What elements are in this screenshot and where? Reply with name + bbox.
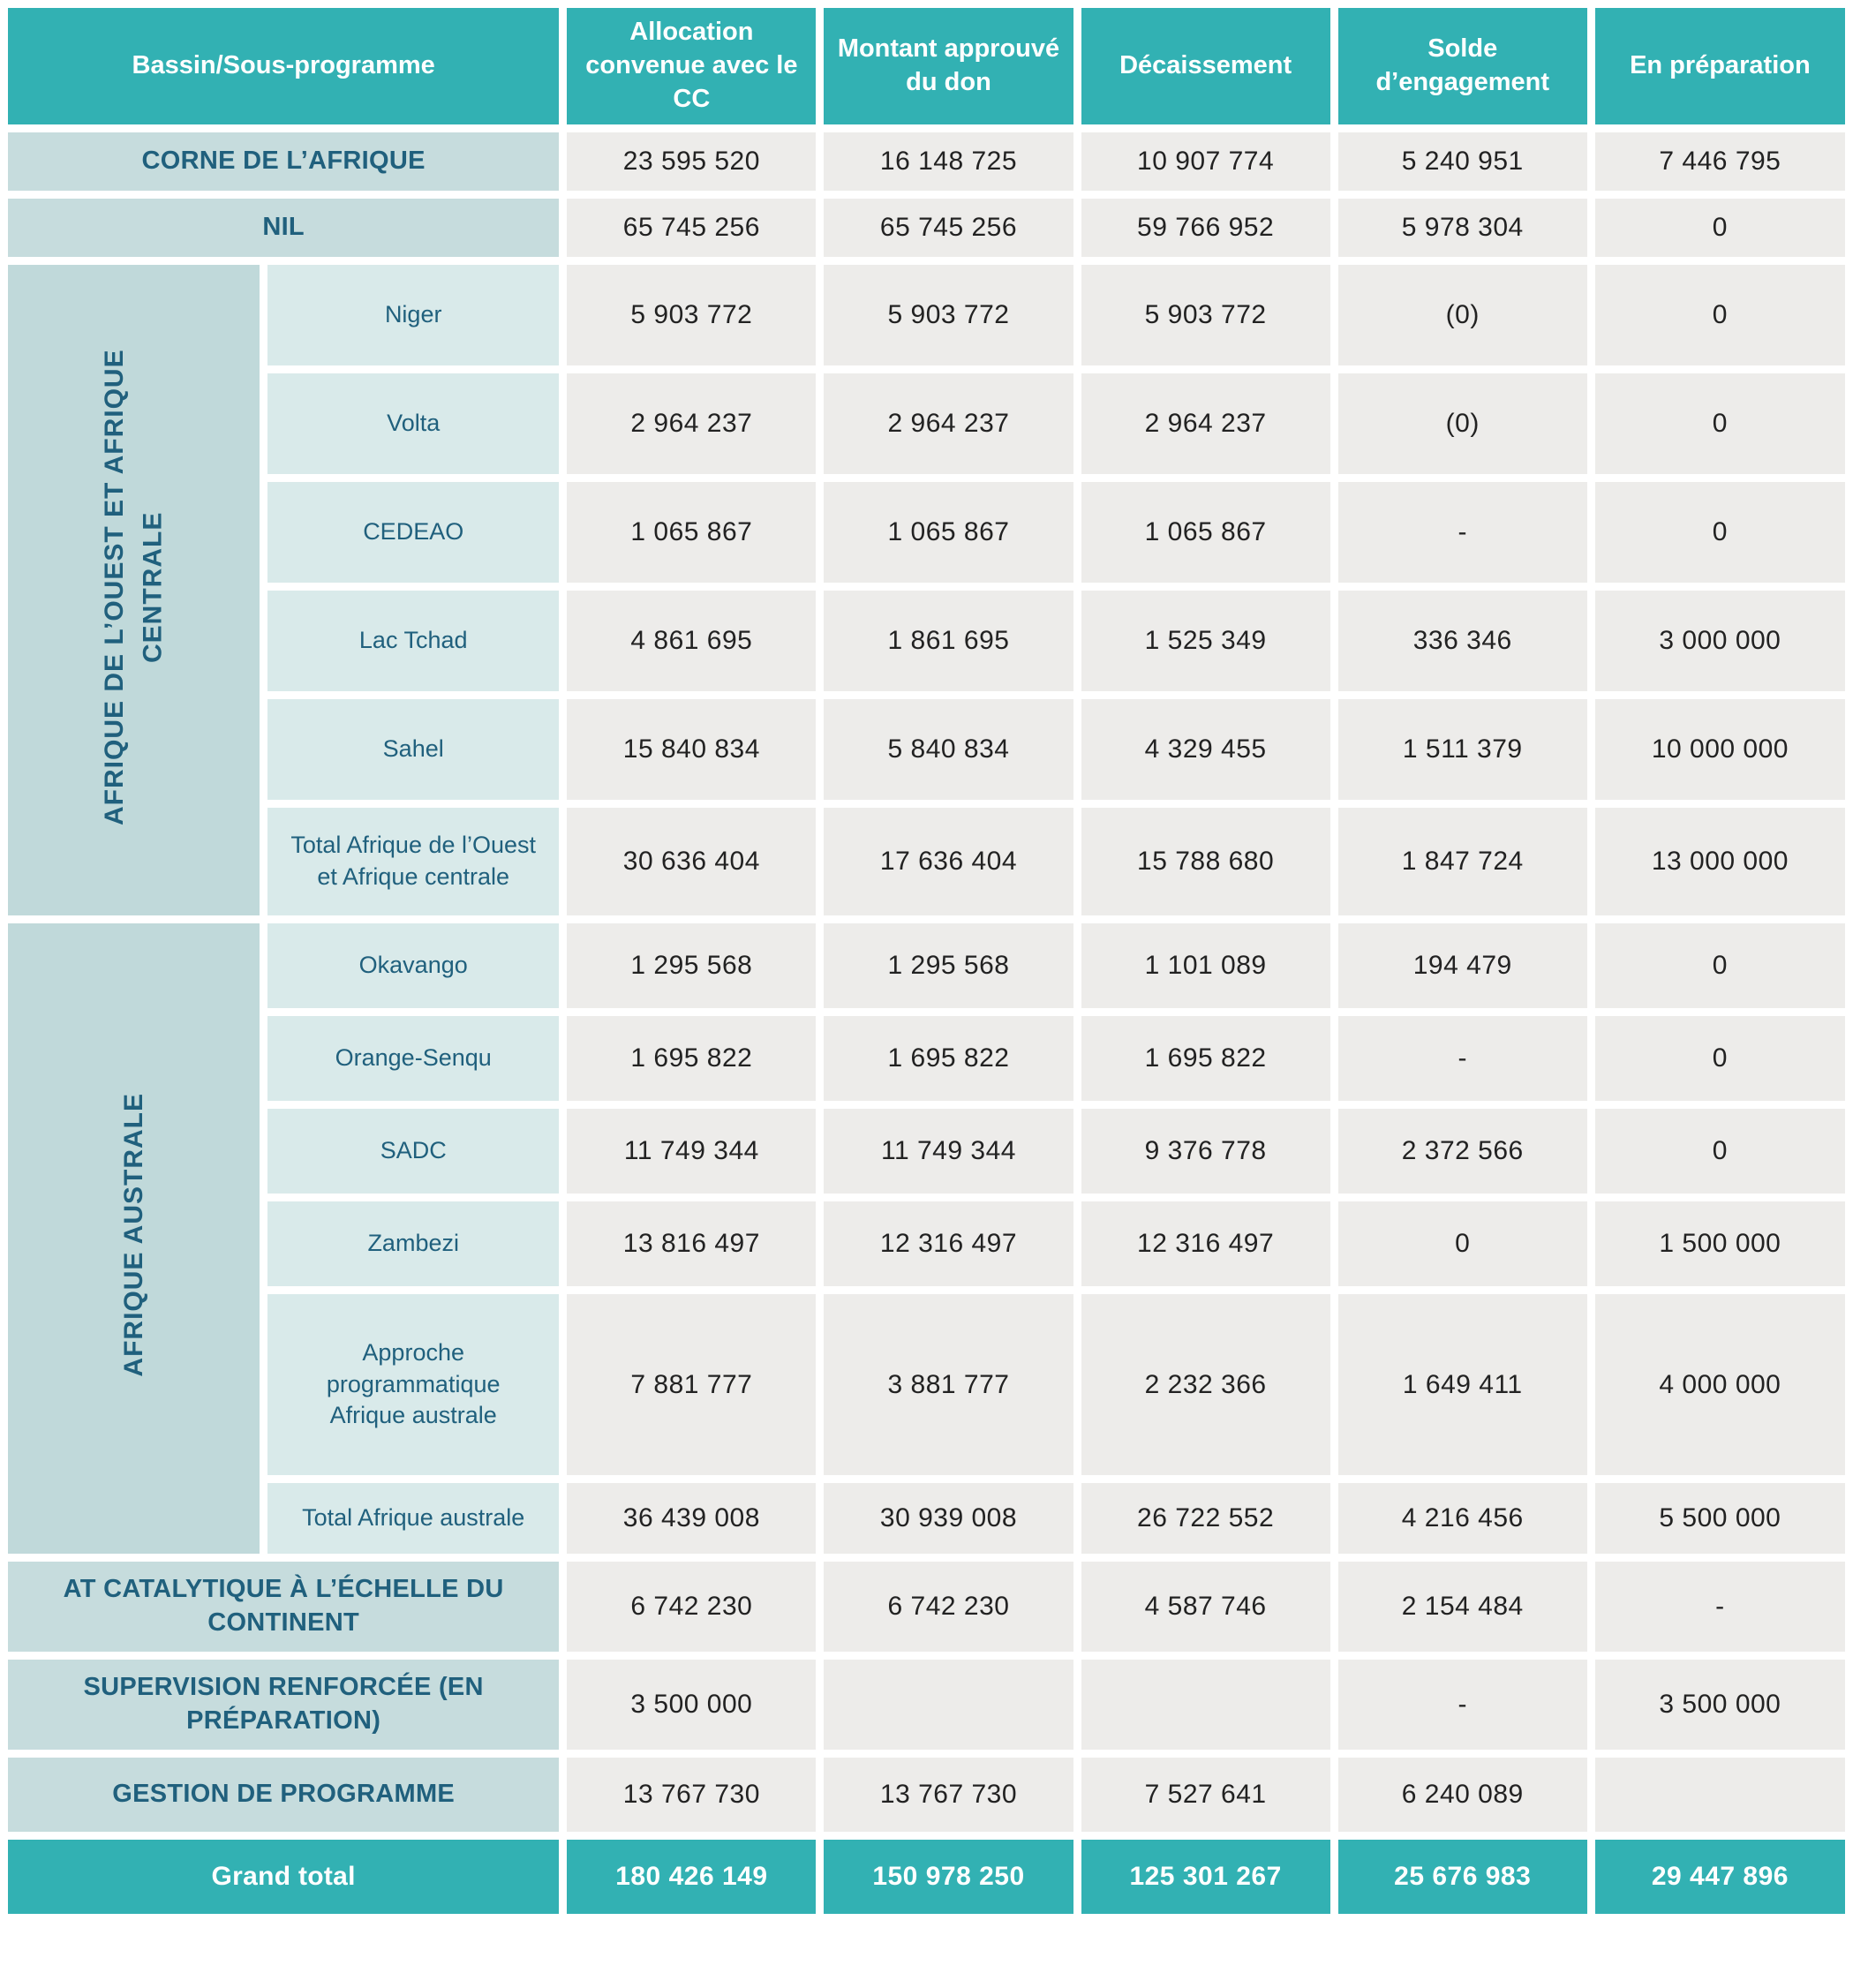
value-cell: 6 742 230 [567,1562,816,1652]
value-cell: 1 065 867 [824,482,1073,583]
value-cell: 0 [1595,265,1845,365]
value-cell: 13 000 000 [1595,808,1845,915]
row-label-supervision [8,1660,559,1750]
value-cell: 16 148 725 [824,132,1073,191]
header-col-solde: Solde d’engagement [1338,8,1587,124]
row-sadc [8,1109,1845,1194]
row-label-text: SUPERVISION RENFORCÉE (EN PRÉPARATION) [83,1673,484,1735]
value-cell: 194 479 [1338,923,1587,1008]
row-label-sadc: SADC [267,1109,559,1194]
header-col-preparation: En préparation [1595,8,1845,124]
value-cell: 3 500 000 [567,1660,816,1750]
value-cell: 15 788 680 [1081,808,1330,915]
value-cell: 0 [1595,1109,1845,1194]
row-niger [8,265,1845,365]
value-cell: 1 695 822 [567,1016,816,1101]
value-cell: 12 316 497 [1081,1201,1330,1286]
value-cell: 10 000 000 [1595,699,1845,800]
value-cell: 1 847 724 [1338,808,1587,915]
value-cell: 4 861 695 [567,591,816,691]
row-volta [8,373,1845,474]
value-cell: 4 329 455 [1081,699,1330,800]
row-label-okavango: Okavango [267,923,559,1008]
row-gestion [8,1758,1845,1832]
row-label-gestion: GESTION DE PROGRAMME [8,1758,559,1832]
value-cell: 0 [1595,199,1845,257]
value-cell [1595,1758,1845,1832]
row-label-niger: Niger [267,265,559,365]
value-cell: 3 881 777 [824,1294,1073,1475]
value-cell: 13 816 497 [567,1201,816,1286]
row-total-afrique-australe [8,1483,1845,1554]
group-label-text: AFRIQUE DE L’OUEST ET AFRIQUE CENTRALE [100,348,168,825]
row-label-nil: NIL [8,199,559,257]
row-orange-senqu [8,1016,1845,1101]
value-cell: 0 [1595,482,1845,583]
row-label-text: Approche programmatique Afrique australe [326,1339,501,1429]
header-basin: Bassin/Sous-programme [8,8,559,124]
value-cell: 150 978 250 [824,1840,1073,1914]
row-label-volta: Volta [267,373,559,474]
value-cell: 2 154 484 [1338,1562,1587,1652]
row-label-approche-programmatique [267,1294,559,1475]
row-approche-programmatique [8,1294,1845,1475]
value-cell: 180 426 149 [567,1840,816,1914]
value-cell: 0 [1595,923,1845,1008]
value-cell: 3 000 000 [1595,591,1845,691]
value-cell: 13 767 730 [824,1758,1073,1832]
value-cell: 2 964 237 [824,373,1073,474]
value-cell: 11 749 344 [824,1109,1073,1194]
value-cell: 59 766 952 [1081,199,1330,257]
row-label-lac-tchad: Lac Tchad [267,591,559,691]
row-label-total-afrique-ouest-centrale: Total Afrique de l’Ouest et Afrique centrale [267,808,559,915]
value-cell: 336 346 [1338,591,1587,691]
value-cell: 2 372 566 [1338,1109,1587,1194]
value-cell: 2 964 237 [567,373,816,474]
value-cell: 4 216 456 [1338,1483,1587,1554]
row-label-corne: CORNE DE L’AFRIQUE [8,132,559,191]
row-label-total-afrique-australe: Total Afrique australe [267,1483,559,1554]
value-cell: - [1338,1016,1587,1101]
value-cell: 1 695 822 [1081,1016,1330,1101]
value-cell: 1 861 695 [824,591,1073,691]
value-cell: - [1595,1562,1845,1652]
header-col-montant: Montant approuvé du don [824,8,1073,124]
value-cell: 4 587 746 [1081,1562,1330,1652]
value-cell: 1 649 411 [1338,1294,1587,1475]
value-cell: 1 101 089 [1081,923,1330,1008]
value-cell: 3 500 000 [1595,1660,1845,1750]
value-cell: 1 065 867 [1081,482,1330,583]
header-col-allocation: Allocation convenue avec le CC [567,8,816,124]
value-cell: 26 722 552 [1081,1483,1330,1554]
value-cell: - [1338,1660,1587,1750]
value-cell [824,1660,1073,1750]
row-zambezi [8,1201,1845,1286]
value-cell: 23 595 520 [567,132,816,191]
value-cell: 11 749 344 [567,1109,816,1194]
row-sahel [8,699,1845,800]
value-cell: 1 295 568 [824,923,1073,1008]
value-cell: 7 881 777 [567,1294,816,1475]
row-label-orange-senqu: Orange-Senqu [267,1016,559,1101]
value-cell: 2 964 237 [1081,373,1330,474]
value-cell: 1 065 867 [567,482,816,583]
value-cell: 29 447 896 [1595,1840,1845,1914]
value-cell [1081,1660,1330,1750]
value-cell: 15 840 834 [567,699,816,800]
value-cell: 6 742 230 [824,1562,1073,1652]
row-label-text: AT CATALYTIQUE À L’ÉCHELLE DU CONTINENT [63,1575,504,1637]
value-cell: 5 903 772 [824,265,1073,365]
value-cell: 5 240 951 [1338,132,1587,191]
value-cell: 65 745 256 [567,199,816,257]
value-cell: 7 527 641 [1081,1758,1330,1832]
value-cell: 5 903 772 [567,265,816,365]
value-cell: 1 525 349 [1081,591,1330,691]
value-cell: 5 903 772 [1081,265,1330,365]
value-cell: 5 840 834 [824,699,1073,800]
value-cell: 0 [1595,1016,1845,1101]
value-cell: 1 500 000 [1595,1201,1845,1286]
row-label-grand-total: Grand total [8,1840,559,1914]
row-label-at-catalytique [8,1562,559,1652]
value-cell: 1 695 822 [824,1016,1073,1101]
row-corne [8,132,1845,191]
value-cell: 1 511 379 [1338,699,1587,800]
group-label-text: AFRIQUE AUSTRALE [118,1093,148,1377]
value-cell: 2 232 366 [1081,1294,1330,1475]
row-label-cedeao: CEDEAO [267,482,559,583]
value-cell: 9 376 778 [1081,1109,1330,1194]
value-cell: (0) [1338,265,1587,365]
value-cell: 0 [1595,373,1845,474]
value-cell: 65 745 256 [824,199,1073,257]
row-label-zambezi: Zambezi [267,1201,559,1286]
row-nil [8,199,1845,257]
row-supervision [8,1660,1845,1750]
value-cell: 4 000 000 [1595,1294,1845,1475]
value-cell: 1 295 568 [567,923,816,1008]
row-lac-tchad [8,591,1845,691]
row-label-sahel: Sahel [267,699,559,800]
row-grand-total [8,1840,1845,1914]
row-okavango [8,923,1845,1008]
value-cell: - [1338,482,1587,583]
header-row [8,8,1845,124]
value-cell: 10 907 774 [1081,132,1330,191]
row-total-afrique-ouest-centrale [8,808,1845,915]
group-label-afrique-australe [8,923,260,1554]
value-cell: (0) [1338,373,1587,474]
value-cell: 30 636 404 [567,808,816,915]
value-cell: 6 240 089 [1338,1758,1587,1832]
header-col-decaissement: Décaissement [1081,8,1330,124]
value-cell: 125 301 267 [1081,1840,1330,1914]
value-cell: 13 767 730 [567,1758,816,1832]
value-cell: 17 636 404 [824,808,1073,915]
value-cell: 25 676 983 [1338,1840,1587,1914]
value-cell: 5 978 304 [1338,199,1587,257]
value-cell: 36 439 008 [567,1483,816,1554]
row-cedeao [8,482,1845,583]
value-cell: 0 [1338,1201,1587,1286]
value-cell: 7 446 795 [1595,132,1845,191]
row-at-catalytique [8,1562,1845,1652]
value-cell: 12 316 497 [824,1201,1073,1286]
value-cell: 30 939 008 [824,1483,1073,1554]
group-label-afrique-ouest-centrale [8,265,260,915]
value-cell: 5 500 000 [1595,1483,1845,1554]
